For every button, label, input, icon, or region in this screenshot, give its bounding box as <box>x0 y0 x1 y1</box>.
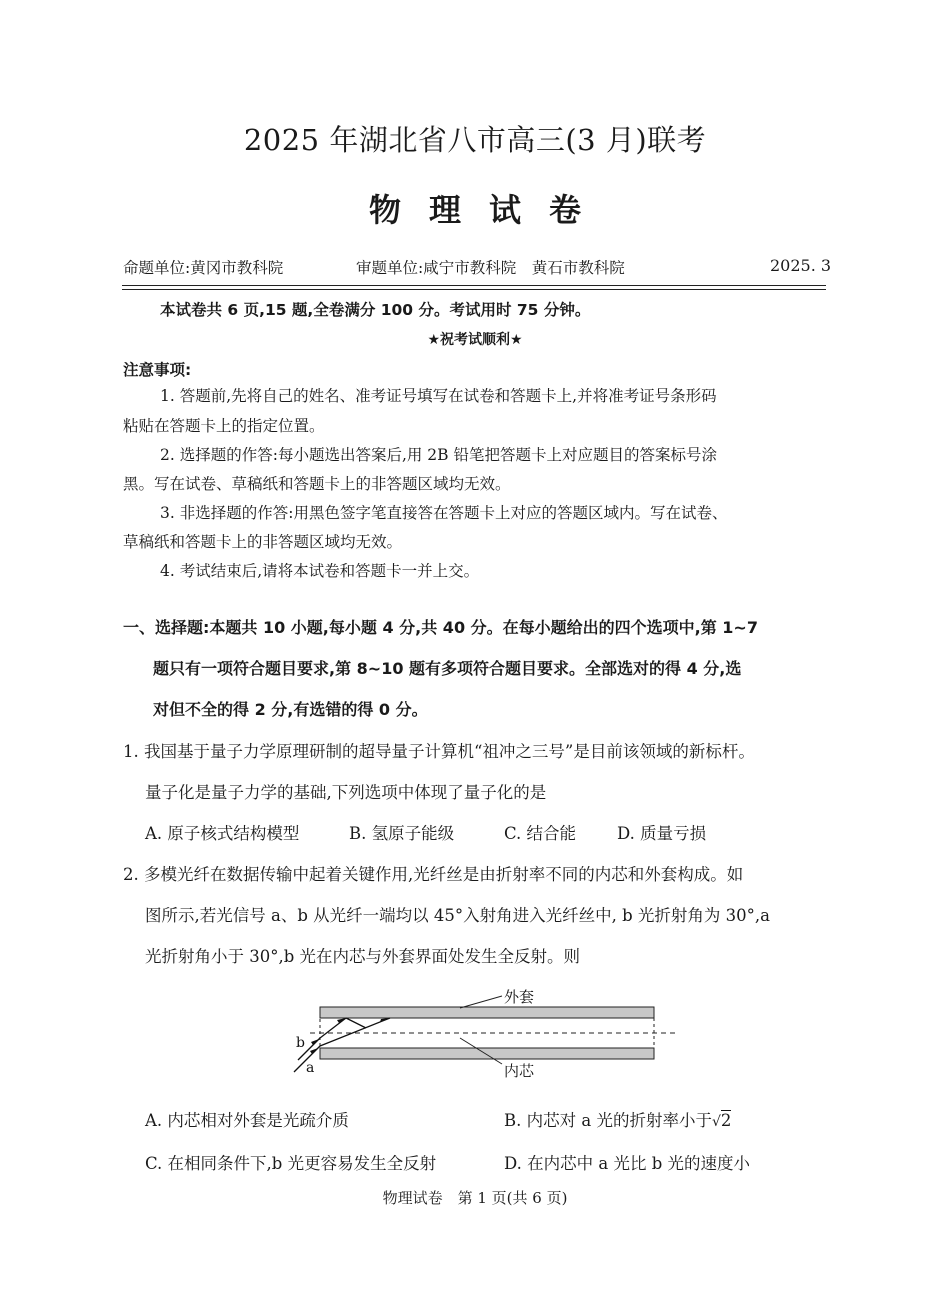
sqrt-icon: √ <box>711 1114 721 1130</box>
outer-leader <box>460 996 502 1008</box>
section1-line-2: 题只有一项符合题目要求,第 8~10 题有多项符合题目要求。全部选对的得 4 分,选 <box>153 659 742 678</box>
notes-heading: 注意事项: <box>123 361 192 379</box>
exam-info: 本试卷共 6 页,15 题,全卷满分 100 分。考试用时 75 分钟。 <box>160 301 591 319</box>
q2-line-3: 光折射角小于 30°,b 光在内芯与外套界面处发生全反射。则 <box>145 947 581 966</box>
q1-option-b: B. 氢原子能级 <box>349 824 455 843</box>
note-1-line-1: 1. 答题前,先将自己的姓名、准考证号填写在试卷和答题卡上,并将准考证号条形码 <box>160 387 717 405</box>
outer-cladding-bottom <box>320 1048 654 1059</box>
note-4-line-1: 4. 考试结束后,请将本试卷和答题卡一并上交。 <box>160 562 480 580</box>
reviewer-unit: 审题单位:咸宁市教科院 黄石市教科院 <box>356 259 625 277</box>
note-3-line-1: 3. 非选择题的作答:用黑色签字笔直接答在答题卡上对应的答题区域内。写在试卷、 <box>160 504 728 522</box>
page-footer: 物理试卷 第 1 页(共 6 页) <box>382 1189 568 1207</box>
section1-line-1: 一、选择题:本题共 10 小题,每小题 4 分,共 40 分。在每小题给出的四个选项中,第 1~7 <box>123 618 758 637</box>
good-luck: ★祝考试顺利★ <box>427 332 523 348</box>
q1-option-a: A. 原子核式结构模型 <box>145 824 300 843</box>
q1-line-1: 1. 我国基于量子力学原理研制的超导量子计算机“祖冲之三号”是目前该领域的新标杆。 <box>123 742 755 761</box>
label-ray-b: b <box>296 1035 305 1051</box>
q2-line-2: 图所示,若光信号 a、b 从光纤一端均以 45°入射角进入光纤丝中, b 光折射角为 30°,a <box>145 906 770 925</box>
outer-cladding-top <box>320 1007 654 1018</box>
q1-option-d: D. 质量亏损 <box>617 824 707 843</box>
q2-option-b-text: B. 内芯对 a 光的折射率小于 <box>504 1111 712 1130</box>
ray-b-reflected <box>346 1018 366 1028</box>
exam-title: 2025 年湖北省八市高三(3 月)联考 <box>243 123 707 157</box>
ray-a-arrow <box>310 1048 318 1054</box>
q2-option-a: A. 内芯相对外套是光疏介质 <box>145 1111 349 1130</box>
q1-line-2: 量子化是量子力学的基础,下列选项中体现了量子化的是 <box>145 783 547 802</box>
q2-line-1: 2. 多模光纤在数据传输中起着关键作用,光纤丝是由折射率不同的内芯和外套构成。如 <box>123 865 744 884</box>
note-2-line-1: 2. 选择题的作答:每小题选出答案后,用 2B 铅笔把答题卡上对应题目的答案标号涂 <box>160 446 717 464</box>
section1-line-3: 对但不全的得 2 分,有选错的得 0 分。 <box>153 700 428 719</box>
q2-option-b <box>504 1107 731 1131</box>
note-3-line-2: 草稿纸和答题卡上的非答题区域均无效。 <box>123 533 403 551</box>
q2-option-d: D. 在内芯中 a 光比 b 光的速度小 <box>504 1154 751 1173</box>
label-inner-core: 内芯 <box>504 1062 535 1080</box>
label-ray-a: a <box>306 1060 315 1076</box>
q2-option-b-radicand: 2 <box>720 1111 732 1130</box>
proposer-unit: 命题单位:黄冈市教科院 <box>123 259 284 277</box>
note-2-line-2: 黑。写在试卷、草稿纸和答题卡上的非答题区域均无效。 <box>123 475 511 493</box>
q2-option-c: C. 在相同条件下,b 光更容易发生全反射 <box>145 1154 437 1173</box>
header-rule-top <box>122 285 826 286</box>
note-1-line-2: 粘贴在答题卡上的指定位置。 <box>123 417 325 435</box>
header-rule-bottom <box>122 289 826 290</box>
exam-date: 2025. 3 <box>770 256 832 275</box>
subject-title: 物理试卷 <box>368 191 609 229</box>
label-outer-cladding: 外套 <box>504 988 535 1006</box>
ray-b-arrow <box>311 1039 319 1045</box>
ray-b-refracted <box>320 1018 346 1038</box>
fiber-figure <box>280 988 700 1088</box>
q1-option-c: C. 结合能 <box>504 824 577 843</box>
